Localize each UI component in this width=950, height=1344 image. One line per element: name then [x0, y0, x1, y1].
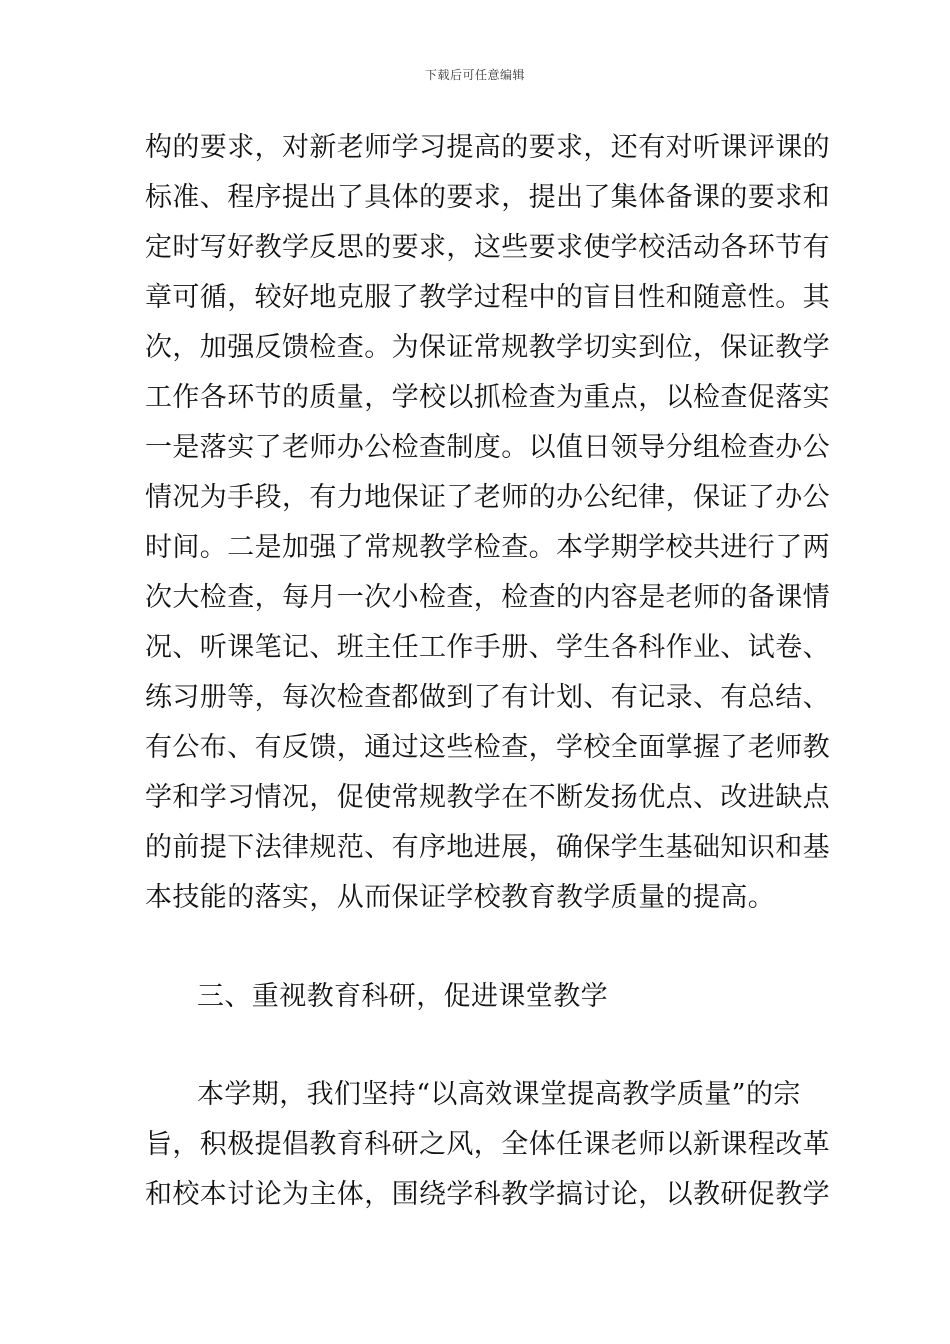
paragraph-line: 情况为手段，有力地保证了老师的办公纪律，保证了办公	[145, 482, 830, 513]
paragraph-line: 旨，积极提倡教育科研之风，全体任课老师以新课程改革	[145, 1129, 830, 1160]
paragraph-line: 的前提下法律规范、有序地进展，确保学生基础知识和基	[145, 832, 830, 863]
section-heading: 三、重视教育科研，促进课堂教学	[197, 981, 608, 1012]
header-note: 下载后可任意编辑	[424, 68, 525, 82]
paragraph-line: 标准、程序提出了具体的要求，提出了集体备课的要求和	[145, 182, 830, 213]
paragraph-line: 和校本讨论为主体，围绕学科教学搞讨论，以教研促教学	[145, 1179, 830, 1210]
paragraph-line: 练习册等，每次检查都做到了有计划、有记录、有总结、	[145, 682, 830, 713]
paragraph-line: 工作各环节的质量，学校以抓检查为重点，以检查促落实	[145, 382, 830, 413]
paragraph-line: 章可循，较好地克服了教学过程中的盲目性和随意性。其	[145, 282, 830, 313]
paragraph-line: 本技能的落实，从而保证学校教育教学质量的提高。	[145, 882, 776, 913]
paragraph-line: 构的要求，对新老师学习提高的要求，还有对听课评课的	[145, 132, 830, 163]
paragraph-line: 有公布、有反馈，通过这些检查，学校全面掌握了老师教	[145, 732, 830, 763]
paragraph-line: 本学期，我们坚持“以高效课堂提高教学质量”的宗	[197, 1079, 801, 1110]
paragraph-line: 学和学习情况，促使常规教学在不断发扬优点、改进缺点	[145, 782, 830, 813]
paragraph-line: 次，加强反馈检查。为保证常规教学切实到位，保证教学	[145, 332, 830, 363]
paragraph-line: 况、听课笔记、班主任工作手册、学生各科作业、试卷、	[145, 632, 830, 663]
paragraph-line: 定时写好教学反思的要求，这些要求使学校活动各环节有	[145, 232, 830, 263]
paragraph-line: 时间。二是加强了常规教学检查。本学期学校共进行了两	[145, 532, 830, 563]
paragraph-line: 次大检查，每月一次小检查，检查的内容是老师的备课情	[145, 582, 830, 613]
paragraph-line: 一是落实了老师办公检查制度。以值日领导分组检查办公	[145, 432, 830, 463]
